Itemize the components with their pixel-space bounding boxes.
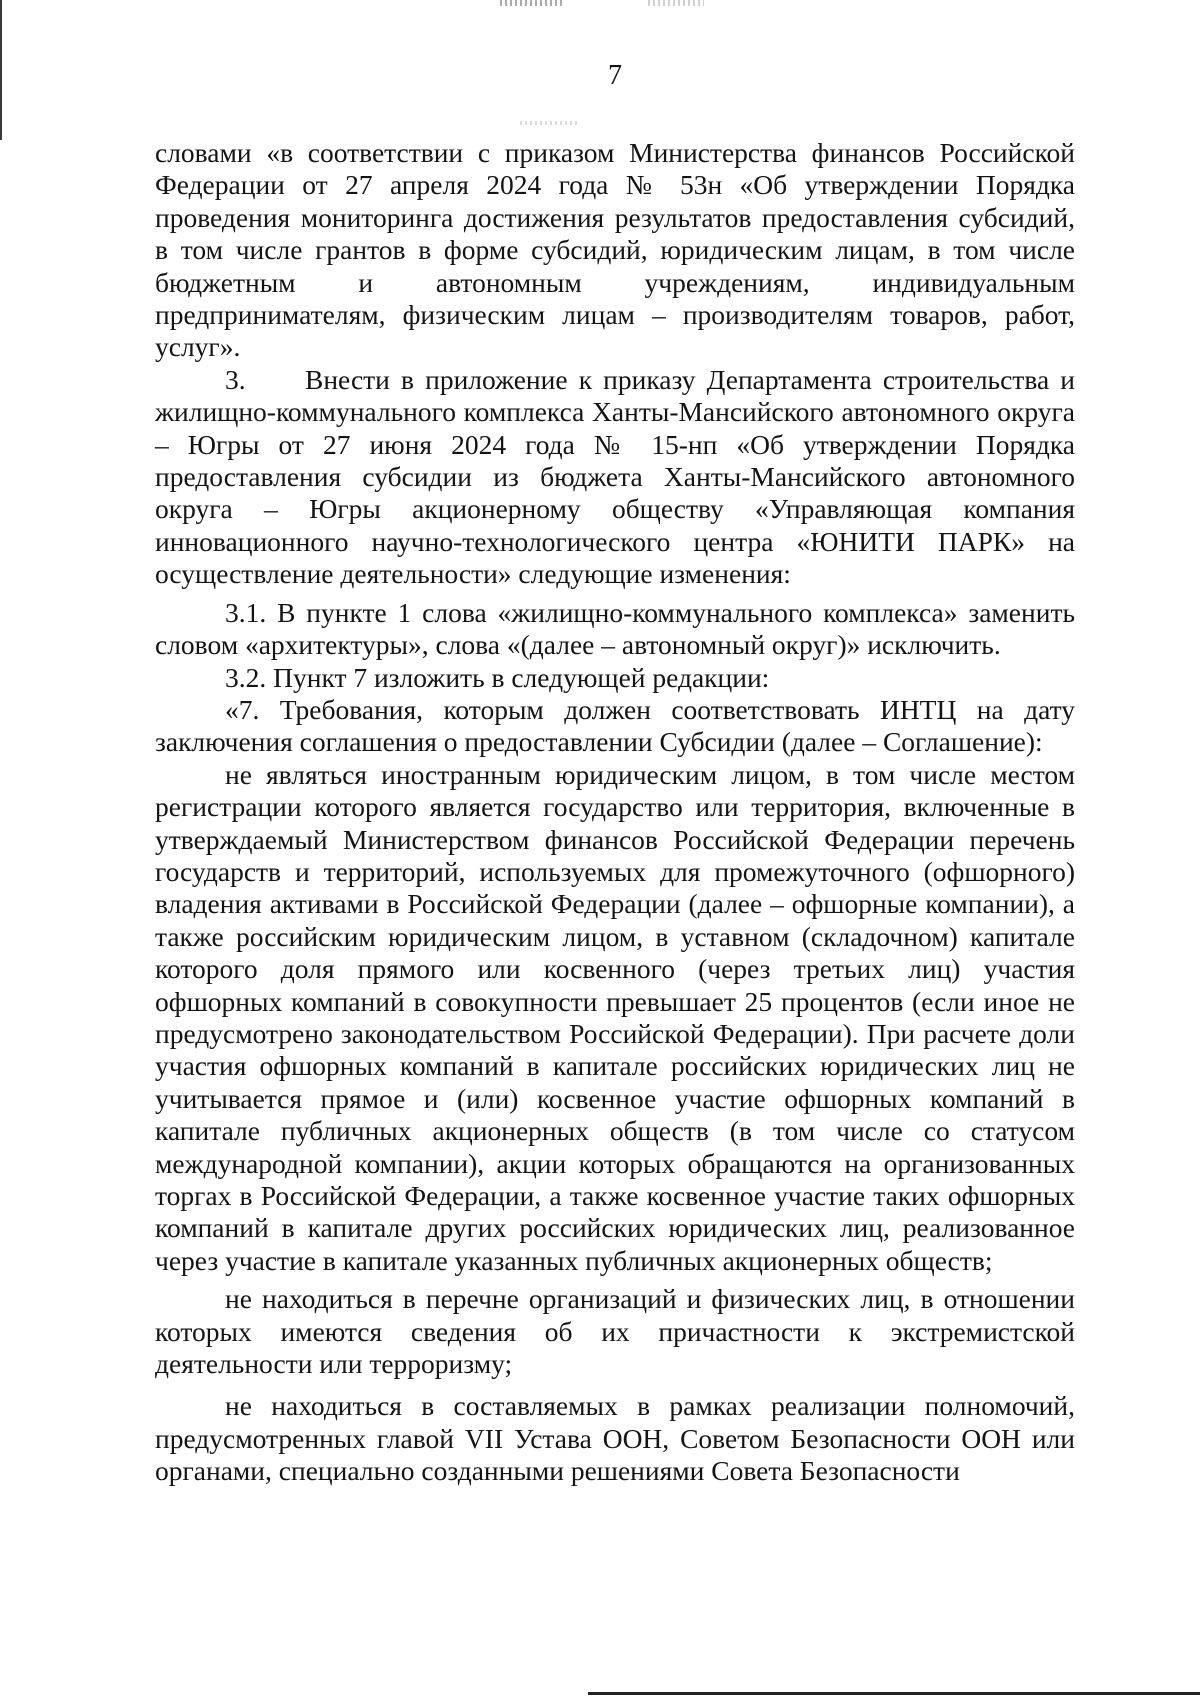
scan-artifact <box>500 0 564 6</box>
paragraph-item-3-text: Внести в приложение к приказу Департамента строительства и жилищно-коммунального комплекса Ханты-Мансийского автономного округа – Югры от 27 июня 2024 года № 15-нп «Об утверждении Порядка предоставления субсидии из бюджета Ханты-Мансийского автономного округа – Югры акционерному обществу «Управляющая компания инновационного научно-технологического центра «ЮНИТИ ПАРК» на осуществление деятельности» следующие изменения: <box>155 363 1075 590</box>
page-number: 7 <box>608 60 622 91</box>
paragraph-item-3-2: 3.2. Пункт 7 изложить в следующей редакции: <box>225 661 770 693</box>
paragraph-item-3-1: 3.1. В пункте 1 слова «жилищно-коммунального комплекса» заменить словом «архитектуры», слова «(далее – автономный округ)» исключить. <box>155 596 1075 661</box>
scan-artifact <box>648 0 704 6</box>
paragraph-extremism-requirement: не находиться в перечне организаций и физических лиц, в отношении которых имеются сведения об их причастности к экстремистской деятельности или терроризму; <box>155 1283 1075 1380</box>
paragraph-requirements-intro: «7. Требования, которым должен соответствовать ИНТЦ на дату заключения соглашения о предоставлении Субсидии (далее – Соглашение): <box>155 693 1075 758</box>
paragraph-continuation: словами «в соответствии с приказом Министерства финансов Российской Федерации от 27 апреля 2024 года № 53н «Об утверждении Порядка проведения мониторинга достижения результатов предоставления субсидий, в том числе грантов в форме субсидий, юридическим лицам, в том числе бюджетным и автономным учреждениям, индивидуальным предпринимателям, физическим лицам – производителям товаров, работ, услуг». <box>155 137 1075 363</box>
item-number: 3. <box>225 363 246 395</box>
footer-rule <box>588 1692 1200 1695</box>
document-body <box>155 137 1075 1488</box>
paragraph-item-3 <box>155 364 1075 591</box>
scan-artifact <box>520 121 580 125</box>
paragraph-offshore-requirement: не являться иностранным юридическим лицом, в том числе местом регистрации которого является государство или территория, включенные в утверждаемый Министерством финансов Российской Федерации перечень государств и территорий, используемых для промежуточного (офшорного) владения активами в Российской Федерации (далее – офшорные компании), а также российским юридическим лицом, в уставном (складочном) капитале которого доля прямого или косвенного (через третьих лиц) участия офшорных компаний в совокупности превышает 25 процентов (если иное не предусмотрено законодательством Российской Федерации). При расчете доли участия офшорных компаний в капитале российских юридических лиц не учитывается прямое и (или) косвенное участие офшорных компаний в капитале публичных акционерных обществ (в том числе со статусом международной компании), акции которых обращаются на организованных торгах в Российской Федерации, а также косвенное участие таких офшорных компаний в капитале других российских юридических лиц, реализованное через участие в капитале указанных публичных акционерных обществ; <box>155 758 1075 1276</box>
paragraph-un-requirement: не находиться в составляемых в рамках реализации полномочий, предусмотренных главой VII Устава ООН, Советом Безопасности ООН или органами, специально созданными решениями Совета Безопасности <box>155 1390 1075 1487</box>
